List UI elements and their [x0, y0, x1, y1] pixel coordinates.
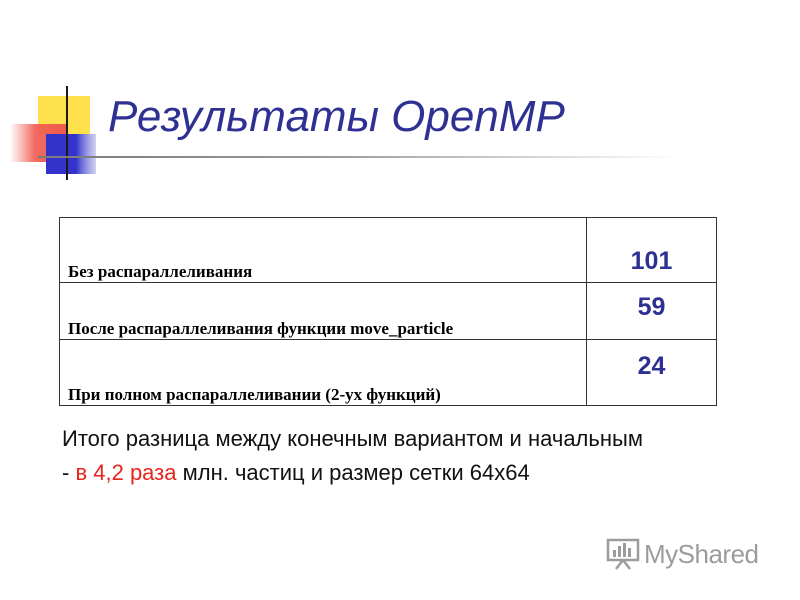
summary-rest: млн. частиц и размер сетки 64х64: [176, 460, 530, 485]
deco-blue-square: [46, 134, 96, 174]
row-label: При полном распараллеливании (2-ух функций): [60, 340, 587, 406]
row-value: 24: [587, 340, 717, 406]
summary-line-2: [62, 456, 643, 490]
table-row: [60, 218, 717, 283]
watermark-logo: [606, 536, 759, 572]
summary-line-1: Итого разница между конечным вариантом и начальным: [62, 426, 643, 451]
row-label: Без распараллеливания: [60, 218, 587, 283]
summary-highlight: в 4,2 раза: [75, 460, 177, 485]
title-underline: [40, 156, 680, 158]
row-label: После распараллеливания функции move_particle: [60, 283, 587, 340]
row-value: 101: [587, 218, 717, 283]
table-row: [60, 283, 717, 340]
summary-dash: -: [62, 460, 76, 485]
slide-title: Результаты OpenMP: [108, 92, 565, 141]
results-table: [59, 217, 717, 406]
summary-text: [62, 422, 643, 490]
title-decoration: [0, 0, 120, 190]
deco-vertical-line: [66, 86, 68, 180]
row-value: 59: [587, 283, 717, 340]
presentation-board-icon: [606, 537, 640, 571]
table-row: [60, 340, 717, 406]
watermark-text: MyShared: [644, 538, 759, 569]
